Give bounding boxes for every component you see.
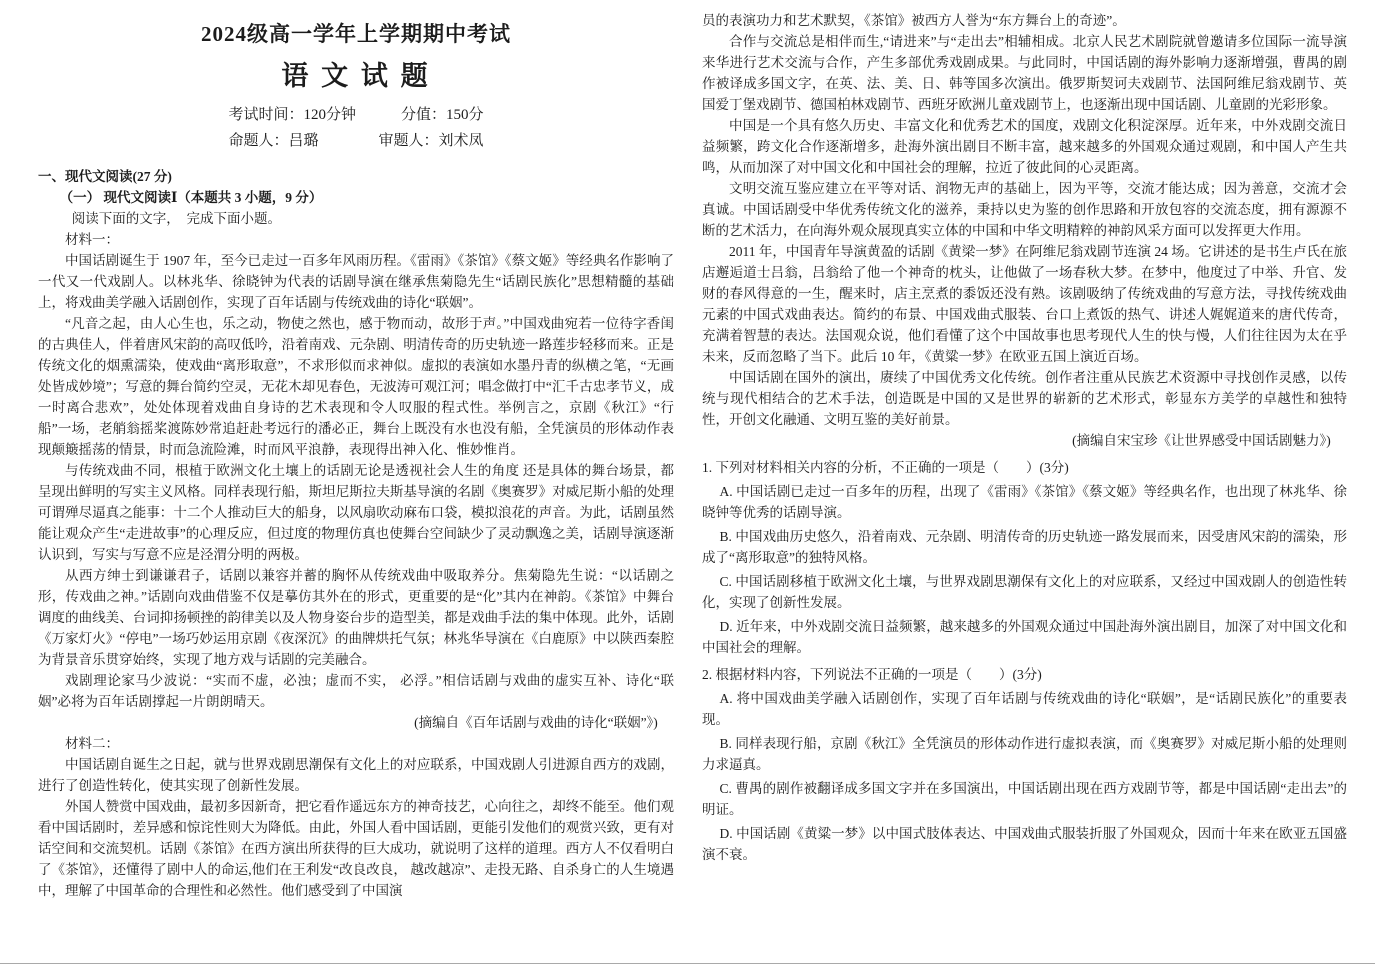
material1-paragraph-5: 戏剧理论家马少波说：“实而不虚，必浊；虚而不实， 必浮。”相信话剧与戏曲的虚实互补、诗化“联姻”必将为百年话剧撑起一片朗朗晴天。 <box>38 673 674 709</box>
question-2-stem: 2. 根据材料内容，下列说法不正确的一项是（ ）(3分) <box>702 667 1042 682</box>
question-1 <box>702 457 1347 658</box>
question-2-option-c: C. 曹禺的剧作被翻译成多国文字并在多国演出，中国话剧出现在西方戏剧节等，都是中国话剧“走出去”的明证。 <box>702 781 1347 817</box>
question-1-option-d: D. 近年来，中外戏剧交流日益频繁，越来越多的外国观众通过中国赴海外演出剧目，加深了对中国文化和中国社会的理解。 <box>702 619 1347 655</box>
material1-paragraph-2: “凡音之起，由人心生也，乐之动，物使之然也，感于物而动，故形于声。”中国戏曲宛若一位待字香闺的古典佳人，伴着唐风宋韵的高叹低吟，沿着南戏、元杂剧、明清传奇的历史轨迹一路莲步轻移而来。正是传统文化的烟熏濡染，使戏曲“离形取意”，不求形似而求神似。虚拟的表演如水墨丹青的纵横之笔，“无画处皆成妙境”；写意的舞台简约空灵，无花木却见春色，无波涛可观江河；唱念做打中“汇千古忠孝节义，成一时离合悲欢”，处处体现着戏曲自身诗的艺术表现和令人叹服的程式性。举例言之，京剧《秋江》“行船”一场，老艄翁摇桨渡陈妙常追赶赴考远行的潘必正，舞台上既没有水也没有船，全凭演员的形体动作表现颠簸摇荡的情景，时而急流险滩，时而风平浪静，表现得出神入化、惟妙惟肖。 <box>38 316 674 457</box>
material2-paragraph-3: 合作与交流总是相伴而生,“请进来”与“走出去”相辅相成。北京人民艺术剧院就曾邀请多位国际一流导演来华进行艺术交流与合作，产生多部优秀戏剧成果。与此同时，中国话剧的海外影响力逐渐增强，曹禺的剧作被译成多国文字，在英、法、美、日、韩等国多次演出。俄罗斯契诃夫戏剧节、法国阿维尼翁戏剧节、英国爱丁堡戏剧节、德国柏林戏剧节、西班牙欧洲儿童戏剧节上，也逐渐出现中国话剧、儿童剧的光彩形象。 <box>702 34 1347 112</box>
material2-paragraph-7: 中国话剧在国外的演出，赓续了中国优秀文化传统。创作者注重从民族艺术资源中寻找创作灵感，以传统与现代相结合的艺术手法，创造既是中国的又是世界的崭新的艺术形式，彰显东方美学的卓越性和独特性，开创文化融通、文明互鉴的美好前景。 <box>702 370 1347 427</box>
left-column <box>38 10 674 901</box>
question-2-option-b: B. 同样表现行船，京剧《秋江》全凭演员的形体动作进行虚拟表演，而《奥赛罗》对威尼斯小船的处理则力求逼真。 <box>702 736 1347 772</box>
material2-paragraph-2-continued: 员的表演功力和艺术默契，《茶馆》被西方人誉为“东方舞台上的奇迹”。 <box>702 13 1126 28</box>
material2-paragraph-1: 中国话剧自诞生之日起，就与世界戏剧思潮保有文化上的对应联系，中国戏剧人引进源自西方的戏剧，进行了创造性转化，使其实现了创新性发展。 <box>38 757 674 793</box>
exam-header <box>38 18 674 150</box>
exam-time-and-score: 考试时间：120分钟 分值：150分 <box>228 107 484 123</box>
exam-session-title: 2024级高一学年上学期期中考试 <box>201 22 511 46</box>
material1-paragraph-1: 中国话剧诞生于 1907 年，至今已走过一百多年风雨历程。《雷雨》《茶馆》《蔡文姬》等经典名作影响了一代又一代戏剧人。以林兆华、徐晓钟为代表的话剧导演在继承焦菊隐先生“话剧民族化”思想精髓的基础上，将戏曲美学融入话剧创作，实现了百年话剧与传统戏曲的诗化“联姻”。 <box>38 253 674 310</box>
material2-paragraph-2: 外国人赞赏中国戏曲，最初多因新奇，把它看作遥远东方的神奇技艺，心向往之，却终不能至。他们观看中国话剧时，差异感和惊诧性则大为降低。由此，外国人看中国话剧，更能引发他们的观赏兴致，更有对话空间和交流契机。话剧《茶馆》在西方演出所获得的巨大成功，就说明了这样的道理。西方人不仅看明白了《茶馆》，还懂得了剧中人的命运,他们在王利发“改良改良， 越改越凉”、走投无路、自杀身亡的人生境遇中，理解了中国革命的合理性和必然性。他们感受到了中国演 <box>38 799 674 898</box>
page-bottom-rule <box>0 963 1375 964</box>
material1-label: 材料一： <box>65 232 119 247</box>
question-1-option-a: A. 中国话剧已走过一百多年的历程，出现了《雷雨》《茶馆》《蔡文姬》等经典名作，也出现了林兆华、徐晓钟等优秀的话剧导演。 <box>702 484 1347 520</box>
question-2-option-a: A. 将中国戏曲美学融入话剧创作，实现了百年话剧与传统戏曲的诗化“联姻”，是“话剧民族化”的重要表现。 <box>702 691 1347 727</box>
question-1-option-c: C. 中国话剧移植于欧洲文化土壤，与世界戏剧思潮保有文化上的对应联系，又经过中国戏剧人的创造性转化，实现了创新性发展。 <box>702 574 1347 610</box>
material2-paragraph-4: 中国是一个具有悠久历史、丰富文化和优秀艺术的国度，戏剧文化积淀深厚。近年来，中外戏剧交流日益频繁，跨文化合作逐渐增多，赴海外演出剧目不断丰富，越来越多的外国观众通过观剧，和中国人产生共鸣，从而加深了对中国文化和中国社会的理解，拉近了彼此间的心灵距离。 <box>702 118 1347 175</box>
question-2 <box>702 664 1347 865</box>
material2-paragraph-5: 文明交流互鉴应建立在平等对话、润物无声的基础上，因为平等，交流才能达成；因为善意，交流才会真诚。中国话剧受中华优秀传统文化的滋养，秉持以史为鉴的创作思路和开放包容的交流态度，拥有源源不断的艺术活力，在向海外观众展现真实立体的中国和中华文明精粹的神韵风采方面可以发挥更大作用。 <box>702 181 1347 238</box>
material2-paragraph-6: 2011 年，中国青年导演黄盈的话剧《黄梁一梦》在阿维尼翁戏剧节连演 24 场。它讲述的是书生卢氏在旅店邂逅道士吕翁，吕翁给了他一个神奇的枕头，让他做了一场春秋大梦。在梦中，他度过了中举、升官、发财的春风得意的一生，醒来时，店主烹煮的黍饭还没有熟。该剧吸纳了传统戏曲的写意方法，寻找传统戏曲元素的中国式戏曲表达。简约的布景、中国戏曲式服装、台口上煮饭的热气、讲述人娓娓道来的唐代传奇，充满着智慧的表达。法国观众说，他们看懂了这个中国故事也思考现代人生的快与慢，人们往往因为太在乎未来，反而忽略了当下。此后 10 年，《黄粱一梦》在欧亚五国上演近百场。 <box>702 244 1347 364</box>
subsection-heading: （一） 现代文阅读Ⅰ（本题共 3 小题，9 分） <box>59 190 323 205</box>
material2-source: (摘编自宋宝珍《让世界感受中国话剧魅力》) <box>1072 433 1331 448</box>
material1-paragraph-4: 从西方绅士到谦谦君子，话剧以兼容并蓄的胸怀从传统戏曲中吸取养分。焦菊隐先生说：“以话剧之形，传戏曲之神。”话剧向戏曲借鉴不仅是摹仿其外在的形式，更重要的是“化”其内在神韵。《茶馆》中舞台调度的曲线美、台词抑扬顿挫的韵律美以及人物身姿台步的造型美，都是戏曲手法的集中体现。此外，话剧《万家灯火》“停电”一场巧妙运用京剧《夜深沉》的曲牌烘托气氛；林兆华导演在《白鹿原》中以陕西秦腔为背景音乐贯穿始终，实现了地方戏与话剧的完美融合。 <box>38 568 674 667</box>
exam-subject-title: 语 文 试 题 <box>281 61 431 91</box>
question-1-option-b: B. 中国戏曲历史悠久，沿着南戏、元杂剧、明清传奇的历史轨迹一路发展而来，因受唐风宋韵的濡染，形成了“离形取意”的独特风格。 <box>702 529 1347 565</box>
question-1-stem: 1. 下列对材料相关内容的分析，不正确的一项是（ ）(3分) <box>702 460 1069 475</box>
exam-authors: 命题人：吕璐 审题人：刘术凤 <box>228 133 484 149</box>
right-column <box>702 10 1347 901</box>
question-2-option-d: D. 中国话剧《黄粱一梦》以中国式肢体表达、中国戏曲式服装折服了外国观众，因而十年来在欧亚五国盛演不衰。 <box>702 826 1347 862</box>
material2-label: 材料二： <box>65 736 119 751</box>
section-one-heading: 一、现代文阅读(27 分) <box>38 169 172 184</box>
reading-instruction: 阅读下面的文字， 完成下面小题。 <box>71 211 281 226</box>
material1-paragraph-3: 与传统戏曲不同，根植于欧洲文化土壤上的话剧无论是透视社会人生的角度 还是具体的舞台场景，都呈现出鲜明的写实主义风格。同样表现行船，斯坦尼斯拉夫斯基导演的名剧《奥赛罗》对威尼斯小船的处理可谓殚尽逼真之能事：十二个人推动巨大的船身，以风扇吹动麻布口袋，模拟浪花的声音。为此，话剧虽然能让观众产生“走进故事”的心理反应，但过度的物理仿真也使舞台空间缺少了灵动飘逸之美，话剧导演逐渐认识到，写实与写意不应是泾渭分明的两极。 <box>38 463 674 562</box>
material1-source: (摘编自《百年话剧与戏曲的诗化“联姻”》) <box>414 715 658 730</box>
